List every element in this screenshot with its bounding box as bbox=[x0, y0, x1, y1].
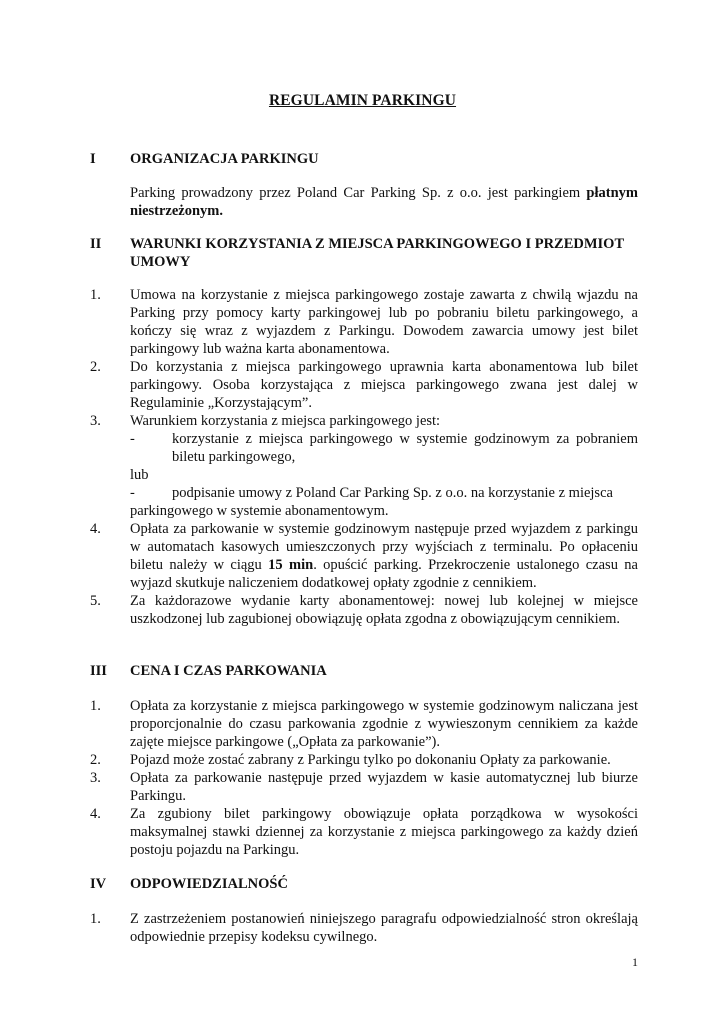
section-2-item-4-text bbox=[130, 520, 638, 592]
section-2-item-3-number: 3. bbox=[90, 413, 101, 429]
section-4-numeral: IV bbox=[90, 876, 107, 892]
section-2-item-5-number: 5. bbox=[90, 593, 101, 609]
section-4-item-1-text: Z zastrzeżeniem postanowień niniejszego paragrafu odpowiedzialność stron określają odpowiednie przepisy kodeksu cywilnego. bbox=[130, 911, 638, 945]
section-3-item-1-text: Opłata za korzystanie z miejsca parkingowego w systemie godzinowym naliczana jest proporcjonalnie do czasu parkowania zgodnie z wywieszonym cennikiem za każde zajęte miejsce parkingowe („Opłata za parkowanie”). bbox=[130, 698, 638, 750]
section-2-heading: WARUNKI KORZYSTANIA Z MIEJSCA PARKINGOWEGO I PRZEDMIOT UMOWY bbox=[130, 236, 624, 270]
section-1-paragraph bbox=[130, 184, 638, 220]
section-3-item-2-text: Pojazd może zostać zabrany z Parkingu tylko po dokonaniu Opłaty za parkowanie. bbox=[130, 752, 611, 768]
section-2-item-3-dash-1 bbox=[130, 420, 135, 447]
item-4-prefix: Opłata za parkowanie w systemie godzinowym następuje przed wyjazdem z parkingu w automatach kasowych umieszczonych przy wyjściach z terminalu. Po opłaceniu biletu należy w ciągu bbox=[130, 521, 638, 573]
section-3-item-4-text: Za zgubiony bilet parkingowy obowiązuje opłata porządkowa w wysokości maksymalnej stawki dziennej za korzystanie z miejsca parkingowego za każdy dzień postoju pojazdu na Parkingu. bbox=[130, 806, 638, 858]
section-3-numeral: III bbox=[90, 663, 107, 679]
section-1-paragraph-bold: płatnym niestrzeżonym. bbox=[130, 185, 638, 219]
section-3-heading: CENA I CZAS PARKOWANIA bbox=[130, 663, 327, 679]
section-2-item-1-text: Umowa na korzystanie z miejsca parkingowego zostaje zawarta z chwilą wjazdu na Parking przy pomocy karty parkingowej lub po pobraniu biletu parkingowego, a kończy się wraz z wyjazdem z Parkingu. Dowodem zawarcia umowy jest bilet parkingowy lub ważna karta abonamentowa. bbox=[130, 287, 638, 357]
section-2-item-2-number: 2. bbox=[90, 359, 101, 375]
section-2-item-5-text: Za każdorazowe wydanie karty abonamentowej: nowej lub kolejnej w miejsce uszkodzonej lub zagubionej obowiązuję opłata zgodna z obowiązującym cennikiem. bbox=[130, 593, 638, 627]
section-1-heading: ORGANIZACJA PARKINGU bbox=[130, 151, 319, 167]
section-3-item-3-text: Opłata za parkowanie następuje przed wyjazdem w kasie automatycznej lub biurze Parkingu. bbox=[130, 770, 638, 804]
document-title: REGULAMIN PARKINGU bbox=[268, 92, 457, 109]
section-4-item-1-number: 1. bbox=[90, 911, 101, 927]
section-2-numeral: II bbox=[90, 236, 102, 252]
section-2-item-4-number: 4. bbox=[90, 521, 101, 537]
section-3-item-1-number: 1. bbox=[90, 698, 101, 714]
section-2-item-3-dash-2: - bbox=[130, 485, 135, 501]
section-4-heading: ODPOWIEDZIALNOŚĆ bbox=[130, 876, 288, 892]
item-4-bold-time: 15 min bbox=[268, 557, 314, 573]
section-2-item-3-sub-1: korzystanie z miejsca parkingowego w systemie godzinowym za pobraniem biletu parkingowego, bbox=[172, 431, 638, 465]
section-2-item-3-text: Warunkiem korzystania z miejsca parkingowego jest: bbox=[130, 413, 441, 429]
page-number: 1 bbox=[632, 955, 638, 969]
section-3-item-2-number: 2. bbox=[90, 752, 101, 768]
section-1-paragraph-text: Parking prowadzony przez Poland Car Parking Sp. z o.o. jest parkingiem bbox=[130, 185, 587, 201]
section-2-item-3-or: lub bbox=[130, 467, 149, 483]
item-4-suffix: . opuścić parking. Przekroczenie ustalonego czasu na wyjazd skutkuje naliczeniem dodatkowej opłaty zgodnie z cennikiem. bbox=[130, 557, 638, 591]
section-2-item-3-sub-2-first: podpisanie umowy z Poland Car Parking Sp. z o.o. na korzystanie z miejsca bbox=[172, 485, 613, 501]
section-2-item-3-sub-2-rest: parkingowego w systemie abonamentowym. bbox=[130, 503, 389, 519]
section-3-item-4-number: 4. bbox=[90, 806, 101, 822]
section-2-item-1-number: 1. bbox=[90, 287, 101, 303]
section-1-numeral: I bbox=[90, 151, 96, 167]
section-2-item-2-text: Do korzystania z miejsca parkingowego uprawnia karta abonamentowa lub bilet parkingowy. Osoba korzystająca z miejsca parkingowego zwana jest dalej w Regulaminie „Korzystającym”. bbox=[130, 359, 638, 411]
dash-1-text: - bbox=[130, 431, 135, 447]
section-3-item-3-number: 3. bbox=[90, 770, 101, 786]
